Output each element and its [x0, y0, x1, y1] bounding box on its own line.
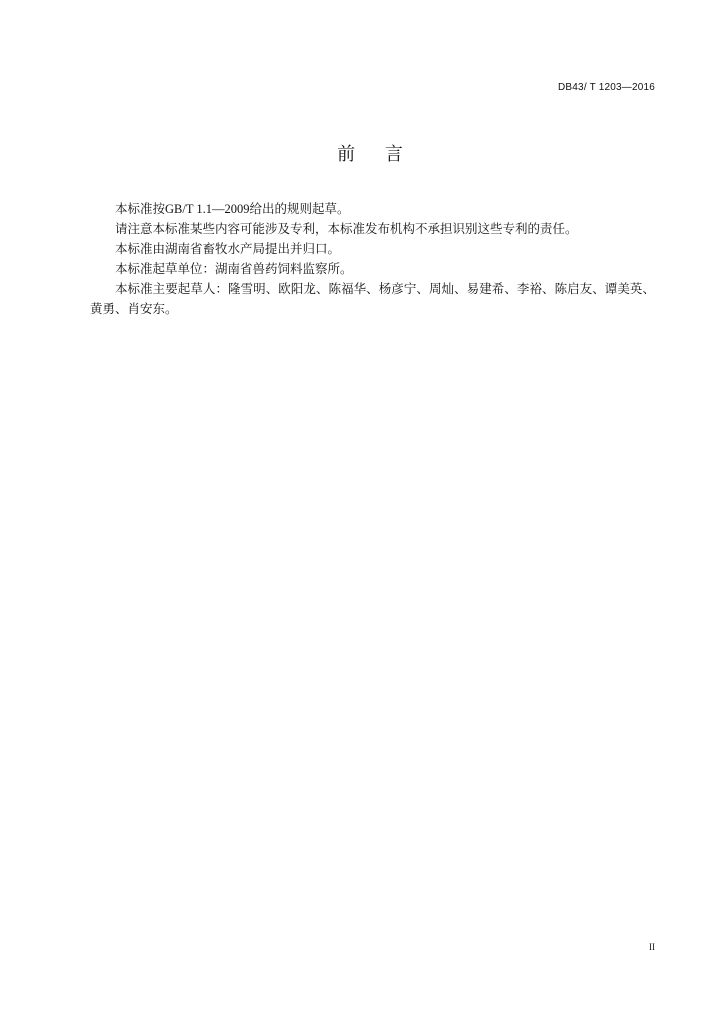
standard-code: DB43/ T 1203—2016	[558, 82, 655, 93]
paragraph-drafting-unit: 本标准起草单位：湖南省兽药饲料监察所。	[115, 262, 353, 276]
paragraph-drafting-rules: 本标准按GB/T 1.1—2009给出的规则起草。	[115, 202, 350, 216]
foreword-body	[90, 199, 655, 319]
paragraph-patent-notice: 请注意本标准某些内容可能涉及专利，本标准发布机构不承担识别这些专利的责任。	[115, 222, 578, 236]
paragraph-drafters: 本标准主要起草人：隆雪明、欧阳龙、陈福华、杨彦宁、周灿、易建希、李裕、陈启友、谭美英、黄勇、肖安东。	[90, 282, 655, 316]
page-title: 前 言	[337, 144, 403, 165]
paragraph-proposer: 本标准由湖南省畜牧水产局提出并归口。	[115, 242, 341, 256]
page-number: II	[649, 942, 655, 952]
